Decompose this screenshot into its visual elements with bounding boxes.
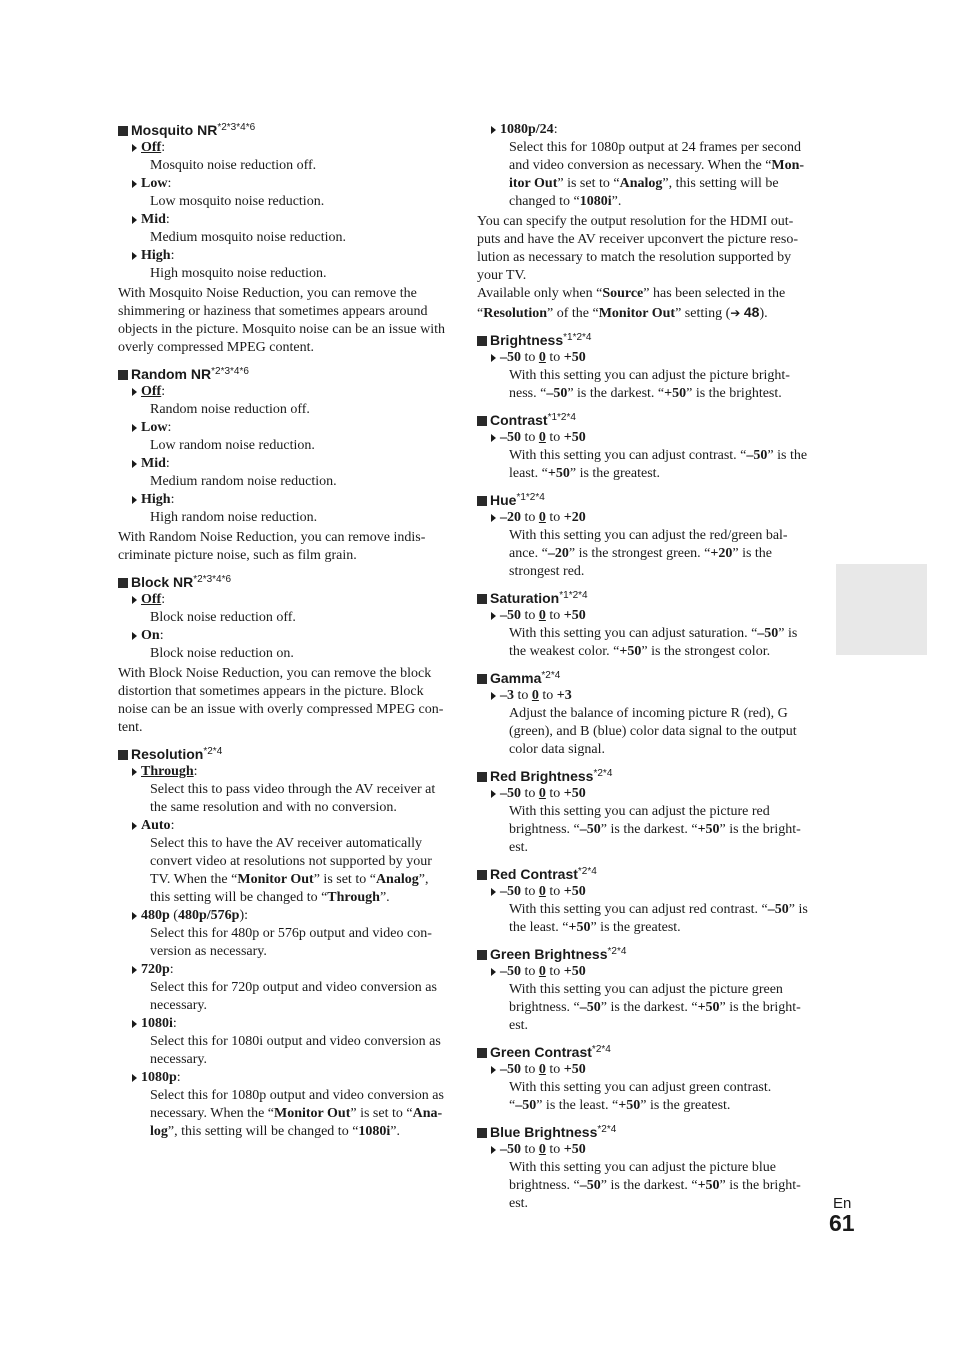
gamma-desc-line: color data signal. bbox=[509, 742, 606, 757]
block-nr-heading: Block $NR^{*2*3*4*6}$ bbox=[118, 573, 456, 591]
right-column bbox=[477, 121, 815, 1213]
square-bullet-icon bbox=[477, 870, 487, 880]
red-brightness-desc-line: With this setting you can adjust the picture red bbox=[509, 804, 770, 819]
resolution-body-line: lution as necessary to match the resolution supported by bbox=[477, 250, 792, 265]
triangle-bullet-icon bbox=[491, 434, 496, 442]
block-body-line: With Block Noise Reduction, you can remove the block bbox=[118, 666, 432, 681]
block-body-line: tent. bbox=[118, 720, 143, 735]
red-contrast-range: –50 to 0 to +50 bbox=[477, 883, 815, 901]
720p-desc-line: Select this for 720p output and video conversion as bbox=[150, 980, 437, 995]
green-contrast-heading: Green Contrast$^{*2*4}$ bbox=[477, 1043, 815, 1061]
red-brightness-desc-line: brightness. “–50” is the darkest. “+50” is the bright- bbox=[509, 822, 801, 837]
square-bullet-icon bbox=[477, 496, 487, 506]
resolution-avail-line: “Resolution” of the “Monitor Out” setting (➔ 48). bbox=[477, 304, 768, 321]
1080i-desc-line: Select this for 1080i output and video conversion as bbox=[150, 1034, 441, 1049]
hue-desc-line: With this setting you can adjust the red/green bal- bbox=[509, 528, 788, 543]
triangle-bullet-icon bbox=[491, 1066, 496, 1074]
square-bullet-icon bbox=[477, 950, 487, 960]
random-low-option: Low: bbox=[118, 419, 456, 437]
saturation-heading: Saturation$^{*1*2*4}$ bbox=[477, 589, 815, 607]
1080p24-desc-line: changed to “1080i”. bbox=[509, 194, 622, 209]
red-contrast-desc-line: the least. “+50” is the greatest. bbox=[509, 920, 681, 935]
gamma-desc-line: Adjust the balance of incoming picture R (red), G bbox=[509, 706, 788, 721]
random-off-option: Off: bbox=[118, 383, 456, 401]
auto-desc-line: Select this to have the AV receiver automatically bbox=[150, 836, 423, 851]
1080p-desc-line: Select this for 1080p output and video conversion as bbox=[150, 1088, 444, 1103]
language-label: En bbox=[833, 1195, 852, 1212]
resolution-body-line: puts and have the AV receiver upconvert the picture reso- bbox=[477, 232, 798, 247]
block-on-option: On: bbox=[118, 627, 456, 645]
blue-brightness-desc-line: est. bbox=[509, 1196, 529, 1211]
square-bullet-icon bbox=[477, 1128, 487, 1138]
triangle-bullet-icon bbox=[132, 822, 137, 830]
saturation-desc-line: the weakest color. “+50” is the strongest color. bbox=[509, 644, 771, 659]
triangle-bullet-icon bbox=[491, 514, 496, 522]
random-body-line: With Random Noise Reduction, you can remove indis- bbox=[118, 530, 426, 545]
mosquito-low-desc: Low mosquito noise reduction. bbox=[150, 194, 325, 209]
mosquito-low-option: Low: bbox=[118, 175, 456, 193]
triangle-bullet-icon bbox=[132, 966, 137, 974]
resolution-1080i-option: 1080i: bbox=[118, 1015, 456, 1033]
green-brightness-desc-line: est. bbox=[509, 1018, 529, 1033]
triangle-bullet-icon bbox=[132, 596, 137, 604]
resolution-1080p24-option: 1080p/24: bbox=[477, 121, 815, 139]
auto-desc-line: TV. When the “Monitor Out” is set to “Analog”, bbox=[150, 872, 429, 887]
mosquito-mid-desc: Medium mosquito noise reduction. bbox=[150, 230, 346, 245]
triangle-bullet-icon bbox=[132, 632, 137, 640]
hue-heading: Hue$^{*1*2*4}$ bbox=[477, 491, 815, 509]
triangle-bullet-icon bbox=[491, 612, 496, 620]
block-off-desc: Block noise reduction off. bbox=[150, 610, 296, 625]
through-desc-line: the same resolution and with no conversion. bbox=[150, 800, 397, 815]
1080p24-desc-line: and video conversion as necessary. When the “Mon- bbox=[509, 158, 805, 173]
green-brightness-range: –50 to 0 to +50 bbox=[477, 963, 815, 981]
auto-desc-line: convert video at resolutions not supported by your bbox=[150, 854, 432, 869]
mosquito-body-line: shimmering or haziness that sometimes appears around bbox=[118, 304, 428, 319]
left-column bbox=[118, 121, 456, 1141]
mosquito-mid-option: Mid: bbox=[118, 211, 456, 229]
auto-desc-line: this setting will be changed to “Through”. bbox=[150, 890, 390, 905]
green-brightness-desc-line: brightness. “–50” is the darkest. “+50” is the bright- bbox=[509, 1000, 801, 1015]
contrast-desc-line: With this setting you can adjust contrast. “–50” is the bbox=[509, 448, 808, 463]
random-high-desc: High random noise reduction. bbox=[150, 510, 318, 525]
brightness-desc-line: With this setting you can adjust the picture bright- bbox=[509, 368, 790, 383]
page-number: 61 bbox=[829, 1210, 855, 1236]
square-bullet-icon bbox=[477, 416, 487, 426]
green-contrast-desc-line: With this setting you can adjust green contrast. bbox=[509, 1080, 772, 1095]
resolution-body-line: You can specify the output resolution for the HDMI out- bbox=[477, 214, 794, 229]
mosquito-nr-heading: Mosquito $NR^{*2*3*4*6}$ bbox=[118, 121, 456, 139]
resolution-through-option: Through: bbox=[118, 763, 456, 781]
saturation-desc-line: With this setting you can adjust saturation. “–50” is bbox=[509, 626, 798, 641]
resolution-avail-line: Available only when “Source” has been selected in the bbox=[477, 286, 786, 301]
triangle-bullet-icon bbox=[132, 180, 137, 188]
red-contrast-heading: Red Contrast$^{*2*4}$ bbox=[477, 865, 815, 883]
random-high-option: High: bbox=[118, 491, 456, 509]
green-contrast-range: –50 to 0 to +50 bbox=[477, 1061, 815, 1079]
contrast-heading: Contrast$^{*1*2*4}$ bbox=[477, 411, 815, 429]
blue-brightness-range: –50 to 0 to +50 bbox=[477, 1141, 815, 1159]
triangle-bullet-icon bbox=[132, 424, 137, 432]
blue-brightness-desc-line: With this setting you can adjust the picture blue bbox=[509, 1160, 776, 1175]
triangle-bullet-icon bbox=[491, 888, 496, 896]
green-brightness-desc-line: With this setting you can adjust the picture green bbox=[509, 982, 783, 997]
1080p24-desc-line: Select this for 1080p output at 24 frames per second bbox=[509, 140, 801, 155]
triangle-bullet-icon bbox=[491, 126, 496, 134]
triangle-bullet-icon bbox=[491, 354, 496, 362]
square-bullet-icon bbox=[118, 578, 128, 588]
blue-brightness-heading: Blue Brightness$^{*2*4}$ bbox=[477, 1123, 815, 1141]
section-side-tab bbox=[836, 564, 927, 655]
triangle-bullet-icon bbox=[132, 216, 137, 224]
mosquito-body-line: overly compressed MPEG content. bbox=[118, 340, 314, 355]
1080p24-desc-line: itor Out” is set to “Analog”, this setting will be bbox=[509, 176, 779, 191]
square-bullet-icon bbox=[477, 772, 487, 782]
resolution-720p-option: 720p: bbox=[118, 961, 456, 979]
resolution-heading: Resolution$^{*2*4}$ bbox=[118, 745, 456, 763]
gamma-heading: Gamma$^{*2*4}$ bbox=[477, 669, 815, 687]
triangle-bullet-icon bbox=[132, 144, 137, 152]
random-off-desc: Random noise reduction off. bbox=[150, 402, 310, 417]
triangle-bullet-icon bbox=[132, 252, 137, 260]
brightness-range: –50 to 0 to +50 bbox=[477, 349, 815, 367]
triangle-bullet-icon bbox=[132, 1074, 137, 1082]
block-body-line: distortion that sometimes appears in the picture. Block bbox=[118, 684, 424, 699]
red-contrast-desc-line: With this setting you can adjust red contrast. “–50” is bbox=[509, 902, 808, 917]
blue-brightness-desc-line: brightness. “–50” is the darkest. “+50” is the bright- bbox=[509, 1178, 801, 1193]
triangle-bullet-icon bbox=[491, 692, 496, 700]
brightness-heading: Brightness$^{*1*2*4}$ bbox=[477, 331, 815, 349]
square-bullet-icon bbox=[477, 336, 487, 346]
random-mid-desc: Medium random noise reduction. bbox=[150, 474, 337, 489]
contrast-range: –50 to 0 to +50 bbox=[477, 429, 815, 447]
hue-desc-line: strongest red. bbox=[509, 564, 585, 579]
triangle-bullet-icon bbox=[491, 1146, 496, 1154]
red-brightness-desc-line: est. bbox=[509, 840, 529, 855]
gamma-range: –3 to 0 to +3 bbox=[477, 687, 815, 705]
square-bullet-icon bbox=[118, 370, 128, 380]
random-low-desc: Low random noise reduction. bbox=[150, 438, 315, 453]
brightness-desc-line: ness. “–50” is the darkest. “+50” is the brightest. bbox=[509, 386, 782, 401]
green-brightness-heading: Green Brightness$^{*2*4}$ bbox=[477, 945, 815, 963]
triangle-bullet-icon bbox=[491, 968, 496, 976]
resolution-1080p-option: 1080p: bbox=[118, 1069, 456, 1087]
square-bullet-icon bbox=[118, 750, 128, 760]
random-mid-option: Mid: bbox=[118, 455, 456, 473]
arrow-right-icon: ➔ bbox=[730, 306, 741, 320]
hue-desc-line: ance. “–20” is the strongest green. “+20” is the bbox=[509, 546, 773, 561]
square-bullet-icon bbox=[477, 594, 487, 604]
random-nr-heading: Random $NR^{*2*3*4*6}$ bbox=[118, 365, 456, 383]
gamma-desc-line: (green), and B (blue) color data signal to the output bbox=[509, 724, 797, 739]
page-ref-link[interactable]: 48 bbox=[743, 304, 760, 320]
mosquito-off-desc: Mosquito noise reduction off. bbox=[150, 158, 317, 173]
random-body-line: criminate picture noise, such as film grain. bbox=[118, 548, 357, 563]
triangle-bullet-icon bbox=[132, 496, 137, 504]
resolution-auto-option: Auto: bbox=[118, 817, 456, 835]
mosquito-high-option: High: bbox=[118, 247, 456, 265]
1080p-desc-line: necessary. When the “Monitor Out” is set to “Ana- bbox=[150, 1106, 443, 1121]
1080i-desc-line: necessary. bbox=[150, 1052, 208, 1067]
480p-desc-line: Select this for 480p or 576p output and video con- bbox=[150, 926, 432, 941]
block-on-desc: Block noise reduction on. bbox=[150, 646, 294, 661]
green-contrast-desc-line: “–50” is the least. “+50” is the greatest. bbox=[509, 1098, 731, 1113]
triangle-bullet-icon bbox=[491, 790, 496, 798]
480p-desc-line: version as necessary. bbox=[150, 944, 267, 959]
resolution-body-line: your TV. bbox=[477, 268, 527, 283]
triangle-bullet-icon bbox=[132, 1020, 137, 1028]
1080p-desc-line: log”, this setting will be changed to “1080i”. bbox=[150, 1124, 401, 1139]
saturation-range: –50 to 0 to +50 bbox=[477, 607, 815, 625]
mosquito-body-line: With Mosquito Noise Reduction, you can remove the bbox=[118, 286, 417, 301]
resolution-480p-option: 480p (480p/576p): bbox=[118, 907, 456, 925]
square-bullet-icon bbox=[118, 126, 128, 136]
mosquito-high-desc: High mosquito noise reduction. bbox=[150, 266, 327, 281]
720p-desc-line: necessary. bbox=[150, 998, 208, 1013]
mosquito-body-line: objects in the picture. Mosquito noise can be an issue with bbox=[118, 322, 445, 337]
square-bullet-icon bbox=[477, 674, 487, 684]
square-bullet-icon bbox=[477, 1048, 487, 1058]
triangle-bullet-icon bbox=[132, 912, 137, 920]
triangle-bullet-icon bbox=[132, 768, 137, 776]
red-brightness-heading: Red Brightness$^{*2*4}$ bbox=[477, 767, 815, 785]
block-off-option: Off: bbox=[118, 591, 456, 609]
hue-range: –20 to 0 to +20 bbox=[477, 509, 815, 527]
triangle-bullet-icon bbox=[132, 460, 137, 468]
triangle-bullet-icon bbox=[132, 388, 137, 396]
contrast-desc-line: least. “+50” is the greatest. bbox=[509, 466, 661, 481]
mosquito-off-option: Off: bbox=[118, 139, 456, 157]
through-desc-line: Select this to pass video through the AV receiver at bbox=[150, 782, 436, 797]
red-brightness-range: –50 to 0 to +50 bbox=[477, 785, 815, 803]
block-body-line: noise can be an issue with overly compressed MPEG con- bbox=[118, 702, 444, 717]
